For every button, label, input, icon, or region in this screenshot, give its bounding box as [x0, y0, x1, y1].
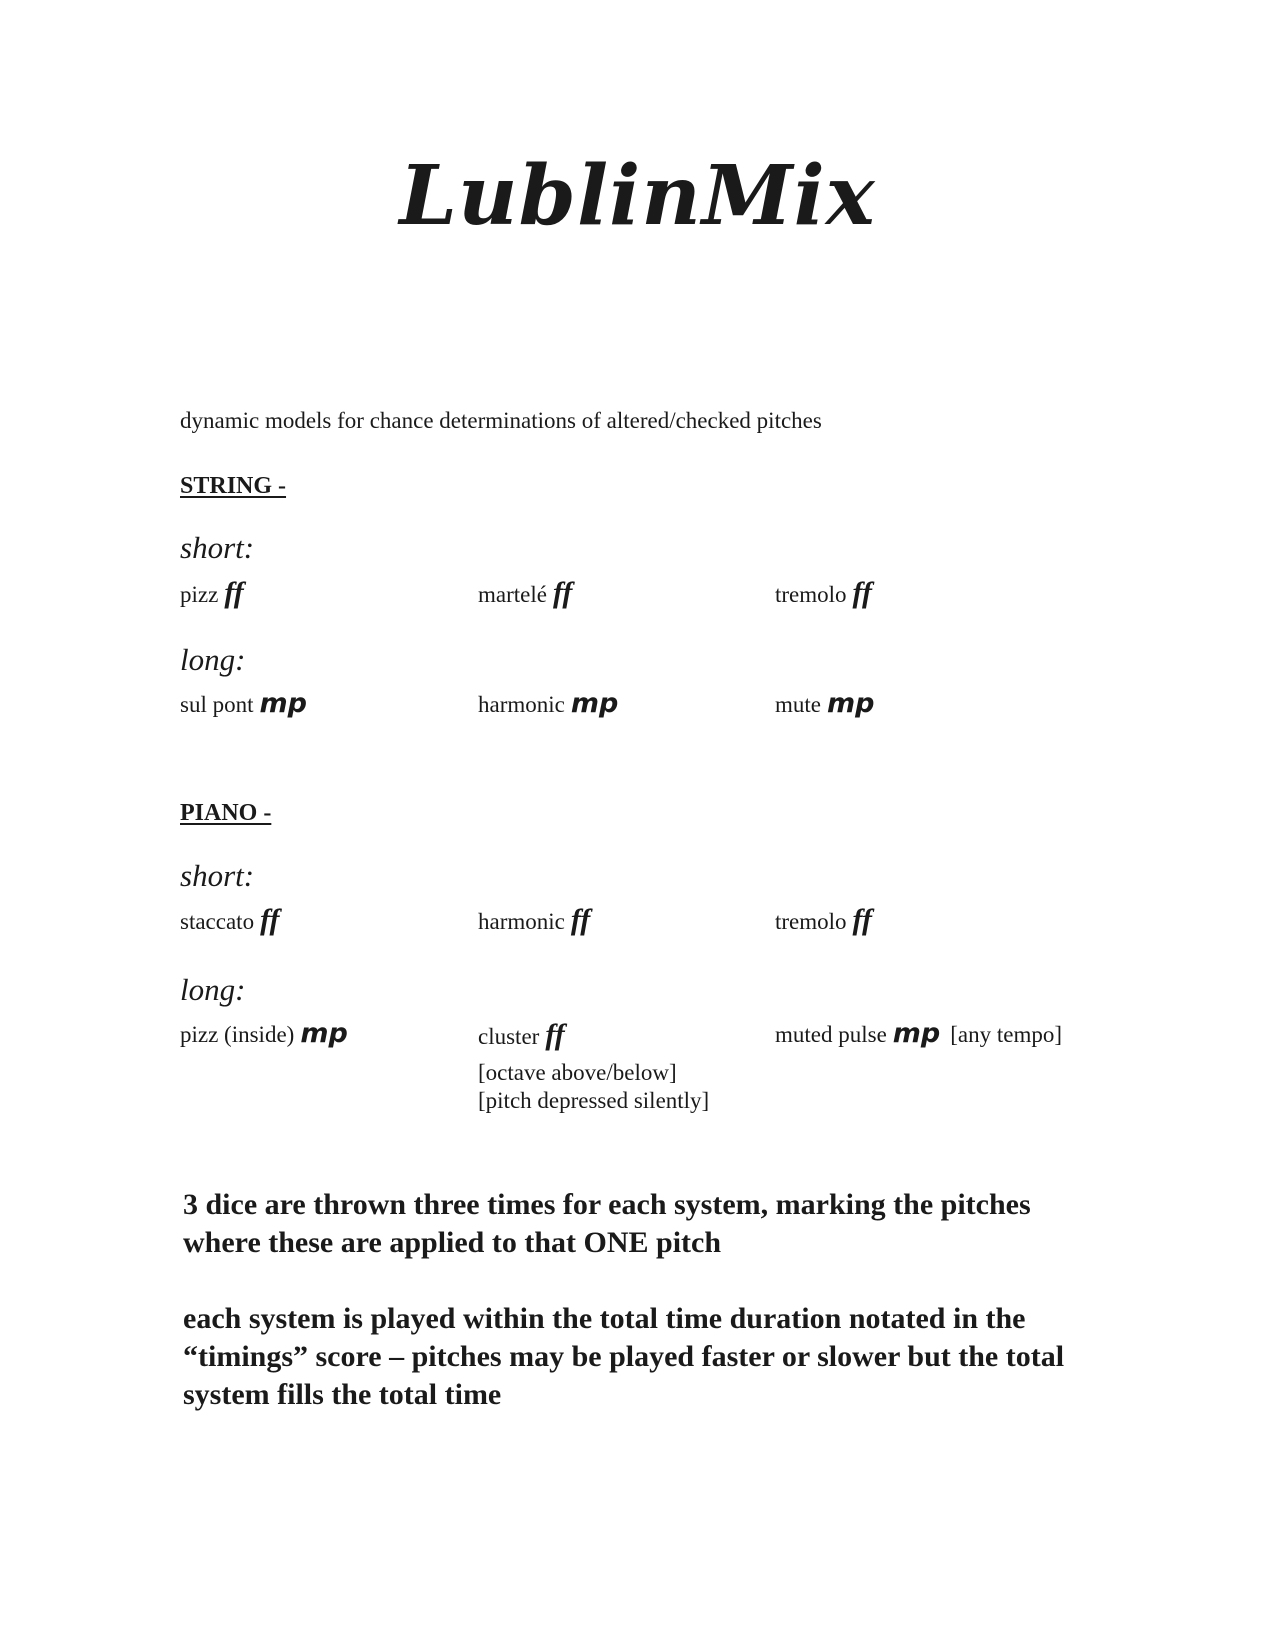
dynamic-marking: ff — [260, 903, 280, 936]
item-text: pizz — [180, 582, 219, 607]
dynamic-marking: ff — [552, 576, 573, 609]
string-short-item-pizz — [180, 576, 244, 610]
item-text: tremolo — [775, 909, 847, 934]
piano-short-label: short: — [180, 858, 255, 893]
string-long-label: long: — [180, 642, 246, 677]
string-short-item-martele — [478, 576, 572, 610]
piano-short-item-harmonic — [478, 903, 590, 937]
cluster-note: [octave above/below] — [478, 1060, 677, 1085]
dynamic-marking: mp — [892, 1018, 941, 1049]
string-section-heading: STRING - — [180, 473, 287, 499]
tempo-note: [any tempo] — [950, 1022, 1063, 1047]
piano-section-heading: PIANO - — [180, 800, 272, 826]
string-long-item-harmonic — [478, 688, 618, 719]
item-text: muted pulse — [775, 1022, 887, 1047]
piano-long-item-muted-pulse — [775, 1018, 1062, 1049]
page-title: LublinMix — [399, 148, 876, 244]
piano-long-item-pizz-inside — [180, 1018, 348, 1049]
dynamic-marking: ff — [852, 576, 872, 609]
piano-long-item-cluster — [478, 1018, 565, 1052]
piano-short-item-staccato — [180, 903, 280, 937]
dynamic-marking: mp — [300, 1018, 348, 1049]
item-text: sul pont — [180, 692, 254, 717]
dynamic-marking: ff — [224, 576, 244, 609]
dynamic-marking: ff — [570, 903, 591, 936]
item-text: tremolo — [775, 582, 847, 607]
piano-long-label: long: — [180, 972, 246, 1007]
string-short-item-tremolo — [775, 576, 872, 610]
cluster-note: [pitch depressed silently] — [478, 1088, 710, 1113]
string-short-label: short: — [180, 530, 255, 565]
item-text: harmonic — [478, 692, 565, 717]
subtitle: dynamic models for chance determinations of altered/checked pitches — [180, 408, 822, 433]
dynamic-marking: ff — [852, 903, 872, 936]
item-text: staccato — [180, 909, 255, 934]
string-long-item-sul-pont — [180, 688, 307, 719]
instruction-timing: each system is played within the total time duration notated in the “timings” score – pitches may be played faster or slower but the total system fills the total time — [183, 1302, 1065, 1411]
instruction-dice: 3 dice are thrown three times for each system, marking the pitches where these are applied to that ONE pitch — [183, 1188, 1031, 1259]
dynamic-marking: mp — [570, 688, 619, 719]
item-text: cluster — [478, 1024, 540, 1049]
item-text: mute — [775, 692, 821, 717]
piano-short-item-tremolo — [775, 903, 872, 937]
dynamic-marking: ff — [545, 1018, 565, 1051]
item-text: harmonic — [478, 909, 565, 934]
dynamic-marking: mp — [259, 688, 307, 719]
item-text: pizz (inside) — [180, 1022, 295, 1047]
dynamic-marking: mp — [827, 688, 875, 719]
item-text: martelé — [478, 582, 547, 607]
string-long-item-mute — [775, 688, 874, 719]
